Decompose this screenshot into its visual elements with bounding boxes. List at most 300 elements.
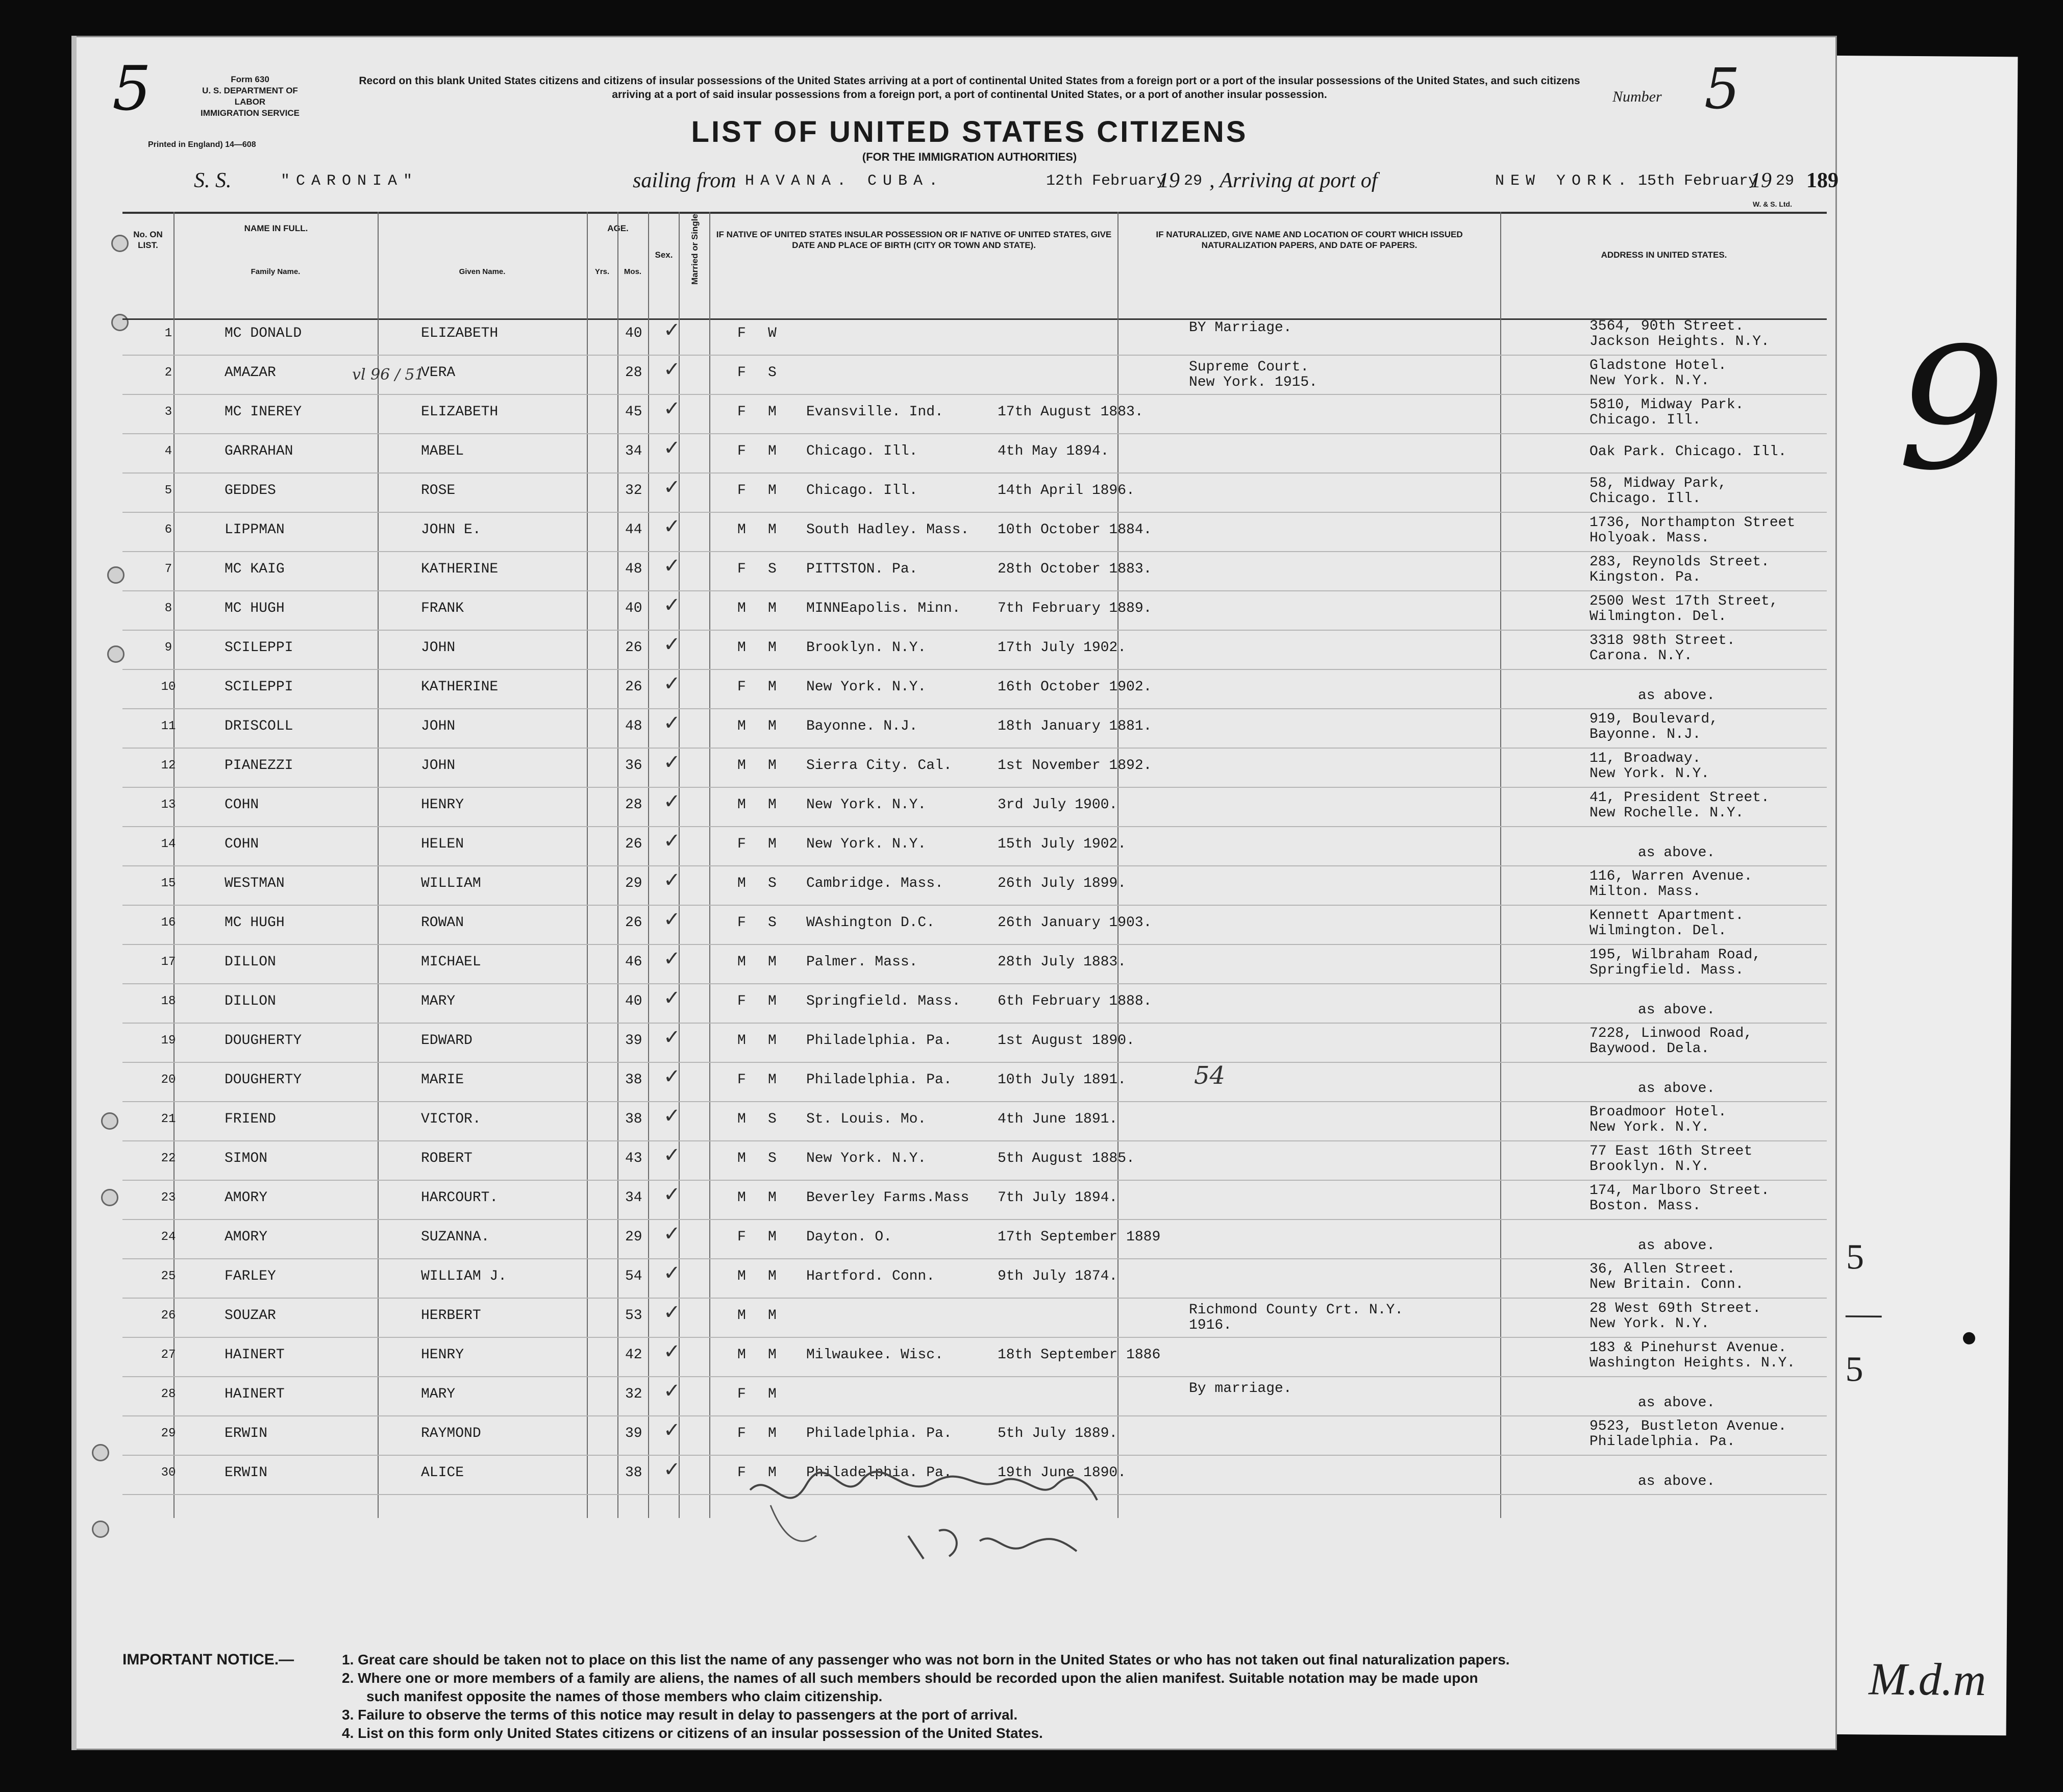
family-name: HAINERT bbox=[225, 1347, 285, 1363]
row-number: 20 bbox=[161, 1073, 176, 1087]
address: 283, Reynolds Street. Kingston. Pa. bbox=[1589, 554, 1770, 585]
sex: M bbox=[737, 522, 746, 538]
birth-date: 4th May 1894. bbox=[998, 443, 1109, 459]
family-name: SCILEPPI bbox=[225, 640, 293, 656]
row-number: 16 bbox=[161, 916, 176, 930]
address: 195, Wilbraham Road, Springfield. Mass. bbox=[1589, 947, 1761, 978]
row-number: 5 bbox=[164, 484, 172, 497]
marital-status: M bbox=[768, 797, 777, 813]
marital-status: M bbox=[768, 954, 777, 970]
col-name-in-full: NAME IN FULL. bbox=[173, 214, 378, 318]
sheet-number: 189 bbox=[1806, 169, 1838, 192]
notice-items bbox=[342, 1651, 1806, 1743]
check-mark: ✓ bbox=[663, 1261, 681, 1285]
family-name: SOUZAR bbox=[225, 1308, 276, 1324]
address: Broadmoor Hotel. New York. N.Y. bbox=[1589, 1104, 1727, 1135]
table-row bbox=[122, 866, 1827, 906]
given-name: JOHN E. bbox=[421, 522, 481, 538]
col-naturalized: IF NATURALIZED, GIVE NAME AND LOCATION OF COURT WHICH ISSUED NATURALIZATION PAPERS, AND DATE OF PAPERS. bbox=[1117, 214, 1500, 318]
handwritten-note: vl 96 / 51 bbox=[352, 366, 425, 384]
age-years: 42 bbox=[625, 1347, 642, 1363]
address: 36, Allen Street. New Britain. Conn. bbox=[1589, 1261, 1744, 1292]
birth-date: 5th July 1889. bbox=[998, 1426, 1118, 1441]
check-mark: ✓ bbox=[663, 908, 681, 931]
age-years: 39 bbox=[625, 1033, 642, 1049]
birth-date: 4th June 1891. bbox=[998, 1111, 1118, 1127]
birth-date: 15th July 1902. bbox=[998, 836, 1127, 852]
check-mark: ✓ bbox=[663, 711, 681, 735]
sex: F bbox=[737, 993, 746, 1009]
address: 1736, Northampton Street Holyoak. Mass. bbox=[1589, 515, 1796, 546]
sex: F bbox=[737, 483, 746, 499]
handwritten-fraction: 5 — 5 bbox=[1845, 1237, 1882, 1389]
given-name: MARIE bbox=[421, 1072, 464, 1088]
family-name: COHN bbox=[225, 797, 259, 813]
marital-status: W bbox=[768, 326, 777, 341]
age-years: 29 bbox=[625, 876, 642, 891]
address: 174, Marlboro Street. Boston. Mass. bbox=[1589, 1183, 1770, 1214]
sex: M bbox=[737, 1268, 746, 1284]
family-name: FRIEND bbox=[225, 1111, 276, 1127]
address: 919, Boulevard, Bayonne. N.J. bbox=[1589, 711, 1719, 742]
age-years: 38 bbox=[625, 1072, 642, 1088]
family-name: SCILEPPI bbox=[225, 679, 293, 695]
arriving-label: , Arriving at port of bbox=[1209, 169, 1378, 192]
birth-date: 19th June 1890. bbox=[998, 1465, 1127, 1481]
birth-date: 10th July 1891. bbox=[998, 1072, 1127, 1088]
age-years: 46 bbox=[625, 954, 642, 970]
address: 183 & Pinehurst Avenue. Washington Heights. N.Y. bbox=[1589, 1340, 1796, 1371]
sex: M bbox=[737, 876, 746, 891]
check-mark: ✓ bbox=[663, 947, 681, 970]
family-name: DILLON bbox=[225, 954, 276, 970]
birth-date: 10th October 1884. bbox=[998, 522, 1152, 538]
marital-status: M bbox=[768, 1347, 777, 1363]
year-prefix: 19 bbox=[1158, 169, 1180, 192]
family-name: ERWIN bbox=[225, 1426, 268, 1441]
adjacent-page bbox=[1811, 56, 2018, 1736]
age-years: 40 bbox=[625, 993, 642, 1009]
arrival-year: 29 bbox=[1776, 172, 1795, 190]
family-name: AMAZAR bbox=[225, 365, 276, 381]
given-name: ROWAN bbox=[421, 915, 464, 931]
handwritten-number: 54 bbox=[1194, 1061, 1226, 1090]
sex: M bbox=[737, 797, 746, 813]
row-number: 19 bbox=[161, 1034, 176, 1048]
age-years: 28 bbox=[625, 365, 642, 381]
family-name: DOUGHERTY bbox=[225, 1033, 302, 1049]
handwritten-initials: M.d.m bbox=[1868, 1654, 1986, 1706]
table-row bbox=[122, 1338, 1827, 1377]
check-mark: ✓ bbox=[663, 829, 681, 853]
row-number: 9 bbox=[164, 641, 172, 655]
sex: M bbox=[737, 640, 746, 656]
sex: F bbox=[737, 1465, 746, 1481]
age-years: 53 bbox=[625, 1308, 642, 1324]
col-age: AGE. bbox=[587, 214, 648, 318]
col-given-name: Given Name. bbox=[459, 267, 506, 276]
address: as above. bbox=[1638, 845, 1716, 861]
sex: F bbox=[737, 326, 746, 341]
age-years: 43 bbox=[625, 1151, 642, 1166]
birth-date: 18th January 1881. bbox=[998, 718, 1152, 734]
family-name: DOUGHERTY bbox=[225, 1072, 302, 1088]
notice-item-1: 1. Great care should be taken not to place on this list the name of any passenger who was not born in the United States or who has not taken out final naturalization papers. bbox=[342, 1652, 1510, 1667]
check-mark: ✓ bbox=[663, 672, 681, 695]
age-years: 40 bbox=[625, 601, 642, 616]
given-name: MICHAEL bbox=[421, 954, 481, 970]
sex: F bbox=[737, 1072, 746, 1088]
given-name: JOHN bbox=[421, 640, 456, 656]
sex: F bbox=[737, 915, 746, 931]
sex: M bbox=[737, 758, 746, 774]
family-name: COHN bbox=[225, 836, 259, 852]
given-name: FRANK bbox=[421, 601, 464, 616]
given-name: ELIZABETH bbox=[421, 326, 499, 341]
address: 116, Warren Avenue. Milton. Mass. bbox=[1589, 868, 1753, 900]
family-name: MC HUGH bbox=[225, 601, 285, 616]
binder-hole bbox=[92, 1521, 109, 1538]
form-info: Form 630 U. S. DEPARTMENT OF LABOR IMMIGRATION SERVICE bbox=[201, 74, 300, 118]
binder-hole bbox=[101, 1189, 118, 1206]
birth-date: 5th August 1885. bbox=[998, 1151, 1135, 1166]
row-number: 18 bbox=[161, 994, 176, 1008]
family-name: ERWIN bbox=[225, 1465, 268, 1481]
table-row bbox=[122, 356, 1827, 395]
row-number: 25 bbox=[161, 1270, 176, 1283]
row-number: 1 bbox=[164, 327, 172, 340]
notice-item-3: 3. Failure to observe the terms of this notice may result in delay to passengers at the port of arrival. bbox=[342, 1707, 1018, 1723]
age-years: 48 bbox=[625, 561, 642, 577]
address: as above. bbox=[1638, 688, 1716, 704]
table-row bbox=[122, 749, 1827, 788]
check-mark: ✓ bbox=[663, 868, 681, 892]
sex: F bbox=[737, 836, 746, 852]
address: 41, President Street. New Rochelle. N.Y. bbox=[1589, 790, 1770, 821]
marital-status: M bbox=[768, 1190, 777, 1206]
given-name: ROBERT bbox=[421, 1151, 473, 1166]
address: Gladstone Hotel. New York. N.Y. bbox=[1589, 358, 1727, 389]
birth-place: Milwaukee. Wisc. bbox=[806, 1347, 943, 1363]
birth-place: MINNEapolis. Minn. bbox=[806, 601, 961, 616]
sex: M bbox=[737, 718, 746, 734]
birth-date: 6th February 1888. bbox=[998, 993, 1152, 1009]
table-row bbox=[122, 788, 1827, 827]
marital-status: S bbox=[768, 365, 777, 381]
table-row bbox=[122, 1102, 1827, 1141]
address: as above. bbox=[1638, 1395, 1716, 1411]
birth-date: 9th July 1874. bbox=[998, 1268, 1118, 1284]
naturalization: Supreme Court. New York. 1915. bbox=[1189, 359, 1318, 390]
given-name: MABEL bbox=[421, 443, 464, 459]
birth-place: Dayton. O. bbox=[806, 1229, 892, 1245]
row-number: 28 bbox=[161, 1387, 176, 1401]
family-name: MC DONALD bbox=[225, 326, 302, 341]
birth-date: 7th July 1894. bbox=[998, 1190, 1118, 1206]
marital-status: M bbox=[768, 1426, 777, 1441]
birth-place: St. Louis. Mo. bbox=[806, 1111, 927, 1127]
age-years: 32 bbox=[625, 483, 642, 499]
sex: M bbox=[737, 1308, 746, 1324]
sex: M bbox=[737, 1347, 746, 1363]
table-row bbox=[122, 631, 1827, 670]
departure-year: 29 bbox=[1184, 172, 1203, 190]
family-name: MC HUGH bbox=[225, 915, 285, 931]
age-years: 29 bbox=[625, 1229, 642, 1245]
birth-place: New York. N.Y. bbox=[806, 836, 927, 852]
notice-item-2: 2. Where one or more members of a family are aliens, the names of all such members should be recorded upon the alien manifest. Suitable notation may be made upon bbox=[342, 1670, 1478, 1686]
address: as above. bbox=[1638, 1474, 1716, 1489]
table-row bbox=[122, 1024, 1827, 1063]
address: 3564, 90th Street. Jackson Heights. N.Y. bbox=[1589, 318, 1770, 350]
birth-place: Hartford. Conn. bbox=[806, 1268, 935, 1284]
row-number: 13 bbox=[161, 798, 176, 812]
table-row bbox=[122, 474, 1827, 513]
given-name: ROSE bbox=[421, 483, 456, 499]
table-row bbox=[122, 434, 1827, 474]
intro-text: Record on this blank United States citizens and citizens of insular possessions of the United States arriving at a port of continental United States from a foreign port or a port of the insular possessions of the United States, and such citizens arriving at a port of said insular possessions from a foreign port, a port of continental United States, or a port of another insular possession. bbox=[359, 75, 1580, 101]
check-mark: ✓ bbox=[663, 1340, 681, 1363]
year-prefix: 19 bbox=[1750, 169, 1772, 192]
ink-dot bbox=[1963, 1332, 1975, 1345]
birth-place: Philadelphia. Pa. bbox=[806, 1426, 952, 1441]
check-mark: ✓ bbox=[663, 1379, 681, 1403]
number-value: 5 bbox=[1704, 56, 1740, 121]
address: 58, Midway Park, Chicago. Ill. bbox=[1589, 476, 1727, 507]
check-mark: ✓ bbox=[663, 476, 681, 499]
check-mark: ✓ bbox=[663, 1301, 681, 1324]
family-name: MC KAIG bbox=[225, 561, 285, 577]
birth-place: Chicago. Ill. bbox=[806, 443, 918, 459]
address: 2500 West 17th Street, Wilmington. Del. bbox=[1589, 593, 1778, 625]
col-no: No. ON LIST. bbox=[133, 230, 163, 250]
voyage-line bbox=[194, 168, 1857, 199]
age-years: 36 bbox=[625, 758, 642, 774]
check-mark: ✓ bbox=[663, 633, 681, 656]
sex: F bbox=[737, 1426, 746, 1441]
age-years: 34 bbox=[625, 443, 642, 459]
handwritten-number: 9 bbox=[1897, 311, 2006, 508]
birth-place: Cambridge. Mass. bbox=[806, 876, 943, 891]
birth-date: 28th October 1883. bbox=[998, 561, 1152, 577]
binder-hole bbox=[92, 1444, 109, 1461]
address: 7228, Linwood Road, Baywood. Dela. bbox=[1589, 1026, 1753, 1057]
table-row bbox=[122, 670, 1827, 709]
age-years: 26 bbox=[625, 640, 642, 656]
family-name: LIPPMAN bbox=[225, 522, 285, 538]
row-number: 2 bbox=[164, 366, 172, 380]
departure-port: HAVANA. CUBA. bbox=[745, 172, 944, 190]
address: 9523, Bustleton Avenue. Philadelphia. Pa. bbox=[1589, 1418, 1787, 1450]
age-years: 48 bbox=[625, 718, 642, 734]
address: 77 East 16th Street Brooklyn. N.Y. bbox=[1589, 1143, 1753, 1175]
birth-place: New York. N.Y. bbox=[806, 679, 927, 695]
birth-date: 18th September 1886 bbox=[998, 1347, 1161, 1363]
naturalization: By marriage. bbox=[1189, 1381, 1292, 1397]
check-mark: ✓ bbox=[663, 1065, 681, 1088]
address: Oak Park. Chicago. Ill. bbox=[1589, 444, 1787, 460]
given-name: KATHERINE bbox=[421, 561, 499, 577]
number-label: Number bbox=[1612, 88, 1662, 105]
age-years: 38 bbox=[625, 1111, 642, 1127]
birth-date: 17th September 1889 bbox=[998, 1229, 1161, 1245]
birth-place: Palmer. Mass. bbox=[806, 954, 918, 970]
col-address: ADDRESS IN UNITED STATES. bbox=[1500, 214, 1827, 318]
row-number: 23 bbox=[161, 1191, 176, 1205]
page-edge bbox=[71, 36, 77, 1750]
birth-place: Beverley Farms.Mass bbox=[806, 1190, 970, 1206]
given-name: WILLIAM J. bbox=[421, 1268, 507, 1284]
birth-place: Springfield. Mass. bbox=[806, 993, 961, 1009]
check-mark: ✓ bbox=[663, 986, 681, 1010]
birth-place: Brooklyn. N.Y. bbox=[806, 640, 927, 656]
family-name: WESTMAN bbox=[225, 876, 285, 891]
given-name: VERA bbox=[421, 365, 456, 381]
sex: M bbox=[737, 954, 746, 970]
row-number: 4 bbox=[164, 444, 172, 458]
birth-place: South Hadley. Mass. bbox=[806, 522, 970, 538]
check-mark: ✓ bbox=[663, 436, 681, 460]
marital-status: M bbox=[768, 758, 777, 774]
table-row bbox=[122, 395, 1827, 434]
marital-status: M bbox=[768, 404, 777, 420]
family-name: SIMON bbox=[225, 1151, 268, 1166]
given-name: EDWARD bbox=[421, 1033, 473, 1049]
address: as above. bbox=[1638, 1081, 1716, 1097]
birth-date: 17th July 1902. bbox=[998, 640, 1127, 656]
row-number: 6 bbox=[164, 523, 172, 537]
given-name: HENRY bbox=[421, 797, 464, 813]
row-number: 30 bbox=[161, 1466, 176, 1480]
sex: M bbox=[737, 601, 746, 616]
col-mos: Mos. bbox=[624, 267, 642, 276]
birth-place: Evansville. Ind. bbox=[806, 404, 943, 420]
printed-in: Printed in England) 14—608 bbox=[148, 140, 256, 149]
table-row bbox=[122, 1377, 1827, 1416]
address: 11, Broadway. New York. N.Y. bbox=[1589, 751, 1710, 782]
birth-date: 26th January 1903. bbox=[998, 915, 1152, 931]
address: as above. bbox=[1638, 1002, 1716, 1018]
marital-status: M bbox=[768, 1308, 777, 1324]
table-row bbox=[122, 513, 1827, 552]
arrival-port: NEW YORK. bbox=[1495, 172, 1633, 190]
table-row bbox=[122, 1181, 1827, 1220]
family-name: DRISCOLL bbox=[225, 718, 293, 734]
printer-mark: W. & S. Ltd. bbox=[1753, 200, 1792, 208]
address: 28 West 69th Street. New York. N.Y. bbox=[1589, 1301, 1761, 1332]
marital-status: M bbox=[768, 1229, 777, 1245]
binder-hole bbox=[107, 566, 125, 584]
table-row bbox=[122, 591, 1827, 631]
table-row bbox=[122, 1416, 1827, 1456]
family-name: HAINERT bbox=[225, 1386, 285, 1402]
family-name: DILLON bbox=[225, 993, 276, 1009]
sex: F bbox=[737, 1386, 746, 1402]
birth-date: 17th August 1883. bbox=[998, 404, 1144, 420]
age-years: 40 bbox=[625, 326, 642, 341]
age-years: 26 bbox=[625, 915, 642, 931]
sailing-from-label: sailing from bbox=[633, 169, 736, 192]
birth-place: New York. N.Y. bbox=[806, 1151, 927, 1166]
family-name: FARLEY bbox=[225, 1268, 276, 1284]
birth-place: Philadelphia. Pa. bbox=[806, 1072, 952, 1088]
marital-status: M bbox=[768, 483, 777, 499]
age-years: 34 bbox=[625, 1190, 642, 1206]
table-row bbox=[122, 552, 1827, 591]
birth-date: 3rd July 1900. bbox=[998, 797, 1118, 813]
family-name: GARRAHAN bbox=[225, 443, 293, 459]
sex: F bbox=[737, 561, 746, 577]
row-number: 8 bbox=[164, 602, 172, 615]
given-name: JOHN bbox=[421, 718, 456, 734]
check-mark: ✓ bbox=[663, 358, 681, 381]
family-name: AMORY bbox=[225, 1229, 268, 1245]
notice-item-4: 4. List on this form only United States citizens or citizens of an insular possession of the United States. bbox=[342, 1725, 1043, 1741]
birth-date: 14th April 1896. bbox=[998, 483, 1135, 499]
given-name: KATHERINE bbox=[421, 679, 499, 695]
check-mark: ✓ bbox=[663, 554, 681, 578]
given-name: ALICE bbox=[421, 1465, 464, 1481]
sex: M bbox=[737, 1033, 746, 1049]
binder-hole bbox=[107, 645, 125, 663]
birth-place: Philadelphia. Pa. bbox=[806, 1033, 952, 1049]
family-name: GEDDES bbox=[225, 483, 276, 499]
given-name: ELIZABETH bbox=[421, 404, 499, 420]
age-years: 28 bbox=[625, 797, 642, 813]
row-number: 12 bbox=[161, 759, 176, 773]
check-mark: ✓ bbox=[663, 1104, 681, 1128]
age-years: 32 bbox=[625, 1386, 642, 1402]
birth-place: Chicago. Ill. bbox=[806, 483, 918, 499]
corner-number: 5 bbox=[112, 54, 152, 125]
given-name: HARCOURT. bbox=[421, 1190, 499, 1206]
col-sex: Sex. bbox=[648, 214, 679, 318]
row-number: 26 bbox=[161, 1309, 176, 1323]
notice-item-2-cont: such manifest opposite the names of those members who claim citizenship. bbox=[366, 1688, 883, 1704]
table-row bbox=[122, 906, 1827, 945]
row-number: 15 bbox=[161, 877, 176, 890]
row-number: 24 bbox=[161, 1230, 176, 1244]
marital-status: M bbox=[768, 522, 777, 538]
row-number: 7 bbox=[164, 562, 172, 576]
table-row bbox=[122, 709, 1827, 749]
address: 5810, Midway Park. Chicago. Ill. bbox=[1589, 397, 1744, 428]
check-mark: ✓ bbox=[663, 1222, 681, 1246]
birth-date: 28th July 1883. bbox=[998, 954, 1127, 970]
sex: M bbox=[737, 1151, 746, 1166]
given-name: HENRY bbox=[421, 1347, 464, 1363]
row-number: 27 bbox=[161, 1348, 176, 1362]
notice-heading: IMPORTANT NOTICE.— bbox=[122, 1651, 294, 1668]
sex: F bbox=[737, 679, 746, 695]
family-name: MC INEREY bbox=[225, 404, 302, 420]
given-name: MARY bbox=[421, 1386, 456, 1402]
marital-status: M bbox=[768, 1268, 777, 1284]
sex: F bbox=[737, 404, 746, 420]
row-number: 21 bbox=[161, 1112, 176, 1126]
manifest-sheet bbox=[71, 36, 1837, 1750]
marital-status: M bbox=[768, 1072, 777, 1088]
check-mark: ✓ bbox=[663, 1026, 681, 1049]
birth-place: Philadelphia. Pa. bbox=[806, 1465, 952, 1481]
address: as above. bbox=[1638, 1238, 1716, 1254]
age-years: 39 bbox=[625, 1426, 642, 1441]
address: Kennett Apartment. Wilmington. Del. bbox=[1589, 908, 1744, 939]
birth-place: Bayonne. N.J. bbox=[806, 718, 918, 734]
col-married-single: Married or Single bbox=[679, 214, 709, 318]
given-name: MARY bbox=[421, 993, 456, 1009]
table-row bbox=[122, 984, 1827, 1024]
